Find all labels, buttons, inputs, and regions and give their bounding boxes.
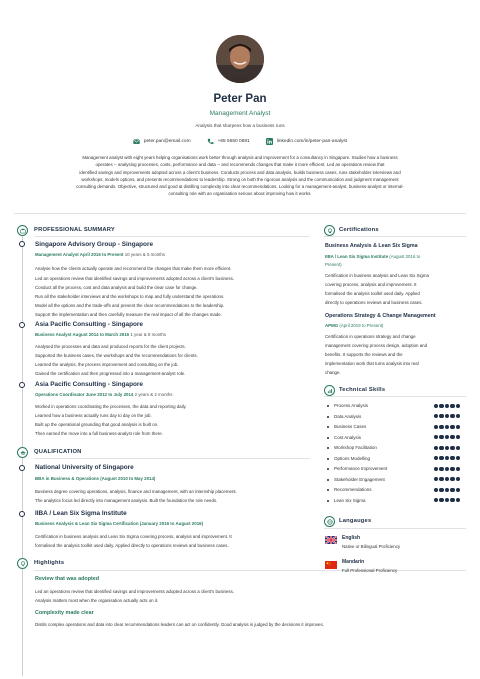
section-title-summary: PROFESSIONAL SUMMARY bbox=[34, 227, 115, 233]
certification-line: benefits. It supports the reviews and the bbox=[325, 352, 403, 357]
contact-linkedin[interactable] bbox=[266, 138, 347, 145]
highlight-title: Complexity made clear bbox=[35, 610, 94, 616]
skill-level-pip bbox=[434, 477, 438, 481]
skill-row bbox=[326, 456, 464, 464]
skill-level-pip bbox=[456, 435, 460, 439]
globe-icon bbox=[324, 516, 335, 527]
section-title-languages: Langauges bbox=[339, 518, 372, 524]
skill-level-pip bbox=[439, 404, 443, 408]
divider bbox=[34, 458, 310, 459]
skill-level-pip bbox=[456, 446, 460, 450]
linkedin-text: linkedin.com/in/peter-pan-analyst bbox=[276, 139, 348, 144]
email-icon bbox=[133, 138, 140, 145]
skill-level-pip bbox=[445, 404, 449, 408]
skill-level-pip bbox=[445, 498, 449, 502]
skill-level-pip bbox=[456, 488, 460, 492]
bullet-icon bbox=[327, 416, 329, 418]
tagline: Analysis that sharpens how a business runs bbox=[195, 123, 285, 128]
skill-name: Performance Improvement bbox=[334, 466, 388, 471]
skill-name: Process Analysis bbox=[334, 403, 369, 408]
skill-level-pip bbox=[445, 425, 449, 429]
skill-name: Cost Analysis bbox=[334, 434, 362, 440]
skill-name: Stakeholder Engagement bbox=[334, 476, 385, 482]
skill-name: Recommendations bbox=[334, 487, 372, 492]
skill-level-pip bbox=[439, 425, 443, 429]
certification-line: formalised the analysis toolkit used daily. Applied bbox=[325, 291, 420, 296]
skill-name: Business Cases bbox=[334, 424, 367, 429]
experience-line: Then earned the move into a full business-analyst role from there. bbox=[35, 431, 163, 436]
divider bbox=[34, 570, 466, 571]
certificate-icon bbox=[324, 225, 335, 236]
skill-level-pip bbox=[456, 477, 460, 481]
certification-line: change. bbox=[325, 370, 341, 375]
experience-line: Built up the operational grounding that good analysis is built on. bbox=[35, 422, 159, 427]
experience-line: Conduct all the process, cost and data analysis and build the clear case for change. bbox=[35, 285, 198, 290]
certification-line: directly to operations reviews and business cases. bbox=[325, 300, 423, 305]
qualification-degree: Business Analysis & Lean Six Sigma Certification (January 2016 to August 2016) bbox=[35, 521, 204, 526]
lightbulb-icon bbox=[17, 558, 28, 569]
experience-role: Management Analyst April 2016 to Present 10 years & 5 months bbox=[35, 252, 166, 257]
phone-text: +65 5550 0691 bbox=[217, 139, 250, 144]
divider bbox=[14, 213, 466, 214]
skill-level bbox=[434, 477, 460, 481]
skill-level-pip bbox=[450, 477, 454, 481]
experience-line: Analysed the processes and data and produced reports for the client projects. bbox=[35, 344, 186, 349]
experience-line: Supported the business cases, the workshops and the recommendations for clients. bbox=[35, 353, 198, 358]
qualification-degree: BBA in Business & Operations (August 2010 to May 2014) bbox=[35, 476, 156, 481]
language-level: Full Professional Proficiency bbox=[342, 568, 398, 573]
timeline-dot bbox=[19, 511, 25, 517]
chart-icon bbox=[324, 385, 335, 396]
skill-level-pip bbox=[450, 435, 454, 439]
skill-level-pip bbox=[439, 446, 443, 450]
skill-level bbox=[434, 414, 460, 418]
summary-line: consulting demands. Objective, structured and good at distilling complexity into clear recommendations. Looking for a management-analyst, business-analyst or internal- bbox=[76, 184, 404, 190]
skill-row bbox=[326, 403, 464, 411]
qualification-line: Business degree covering operations, analysis, finance and management, with an internship placement. bbox=[35, 489, 237, 494]
skill-level bbox=[434, 456, 460, 460]
highlight-line: Distils complex operations and data into clear recommendations leaders can act on confidently. Good analysis is judged by the decisions it improves. bbox=[35, 622, 324, 627]
timeline-dot bbox=[19, 322, 25, 328]
section-title-skills: Technical Skills bbox=[339, 387, 386, 393]
timeline-dot bbox=[19, 241, 25, 247]
qualification-line: The analytics focus led directly into management analysis. Built the foundation the role needs. bbox=[35, 498, 218, 503]
experience-line: Led an operations review that identified savings and improvements adopted across a client's business. bbox=[35, 276, 235, 281]
skill-level-pip bbox=[434, 467, 438, 471]
certification-line: management covering process design, adoption and bbox=[325, 343, 428, 348]
summary-line: identified savings and improvements adopted across a client's business. Conducts process and data analysis, builds business cases, runs stakeholder interviews and bbox=[79, 169, 401, 175]
highlight-line: Led an operations review that identified savings and improvements adopted across a client's business. bbox=[35, 589, 235, 594]
qualification-line: formalised the analysis toolkit used daily. Applied directly to operations reviews and business cases. bbox=[35, 543, 229, 548]
skill-level-pip bbox=[445, 467, 449, 471]
qualification-school: National University of Singapore bbox=[35, 464, 134, 471]
candidate-title: Management Analyst bbox=[209, 110, 271, 117]
skill-level-pip bbox=[445, 488, 449, 492]
experience-role: Operations Coordinator June 2012 to July 2014 2 years & 2 months bbox=[35, 392, 173, 397]
bullet-icon bbox=[327, 447, 329, 449]
skill-level-pip bbox=[434, 456, 438, 460]
skill-level-pip bbox=[456, 425, 460, 429]
bullet-icon bbox=[327, 479, 329, 481]
skill-name: Lean Six Sigma bbox=[334, 497, 366, 503]
skill-level-pip bbox=[434, 435, 438, 439]
contact-phone[interactable] bbox=[207, 138, 250, 145]
skill-level-pip bbox=[434, 414, 438, 418]
skill-level-pip bbox=[439, 456, 443, 460]
skill-row bbox=[326, 414, 464, 422]
skill-row bbox=[326, 477, 464, 485]
language-name: Mandarin bbox=[342, 559, 365, 565]
skill-level-pip bbox=[450, 488, 454, 492]
skill-level-pip bbox=[439, 498, 443, 502]
skill-level-pip bbox=[445, 456, 449, 460]
skill-row bbox=[326, 424, 464, 432]
profile-photo bbox=[216, 35, 264, 83]
divider bbox=[324, 528, 466, 529]
bullet-icon bbox=[327, 458, 329, 460]
certification-issuer: APMG (April 2019 to Present) bbox=[325, 323, 384, 328]
certification-issuer: IIBA / Lean Six Sigma Institute (August 2016 to bbox=[325, 254, 421, 259]
timeline-dot bbox=[19, 465, 25, 471]
skill-level-pip bbox=[456, 404, 460, 408]
section-title-certifications: Certifications bbox=[339, 227, 379, 233]
bullet-icon bbox=[327, 468, 329, 470]
skill-level-pip bbox=[445, 477, 449, 481]
phone-icon bbox=[207, 138, 214, 145]
experience-role: Business Analyst August 2014 to March 2016 1 year & 8 months bbox=[35, 332, 166, 337]
skill-level-pip bbox=[434, 404, 438, 408]
summary-line: operates -- analysing processes, costs, performance and data -- and recommends changes that make it more efficient. Led an operations review that bbox=[95, 162, 385, 168]
skill-row bbox=[326, 445, 464, 453]
qualification-line: Certification in business analysis and Lean Six Sigma covering process, analysis and improvement. It bbox=[35, 534, 232, 539]
skill-level bbox=[434, 488, 460, 492]
skill-level-pip bbox=[456, 456, 460, 460]
skill-level bbox=[434, 404, 460, 408]
skill-level-pip bbox=[456, 467, 460, 471]
section-title-highlights: Highlights bbox=[34, 560, 65, 566]
skill-row bbox=[326, 466, 464, 474]
skill-level-pip bbox=[450, 498, 454, 502]
bullet-icon bbox=[327, 489, 329, 491]
bullet-icon bbox=[327, 405, 329, 407]
skill-level bbox=[434, 498, 460, 502]
certification-dates: Present) bbox=[325, 262, 342, 267]
skill-level bbox=[434, 435, 460, 439]
experience-line: Gained the certification and then progressed into a management-analyst role. bbox=[35, 371, 186, 376]
divider bbox=[34, 236, 310, 237]
skill-level-pip bbox=[434, 425, 438, 429]
skill-level bbox=[434, 467, 460, 471]
highlight-title: Review that was adopted bbox=[35, 576, 100, 582]
experience-line: Analyse how the clients actually operate and recommend the changes that make them more efficient. bbox=[35, 266, 232, 271]
skill-level-pip bbox=[439, 467, 443, 471]
language-name: English bbox=[342, 535, 361, 541]
linkedin-icon bbox=[266, 138, 273, 145]
skill-level-pip bbox=[450, 446, 454, 450]
contact-email[interactable] bbox=[133, 138, 191, 145]
contact-bar bbox=[0, 138, 480, 145]
experience-line: Worked in operations coordinating the processes, the data and reporting daily. bbox=[35, 404, 187, 409]
certification-line: implementation work that turns analysis into real bbox=[325, 361, 419, 366]
skill-level-pip bbox=[439, 477, 443, 481]
skill-name: Data Analysis bbox=[334, 413, 362, 419]
skill-level-pip bbox=[445, 414, 449, 418]
skill-name: Options Modelling bbox=[334, 455, 371, 461]
summary-line: consulting role with an organisation serious about improving how it works. bbox=[168, 191, 312, 197]
language-level: Native or Bilingual Proficiency bbox=[342, 544, 401, 549]
section-title-qualification: QUALIFICATION bbox=[34, 449, 82, 455]
experience-company: Asia Pacific Consulting - Singapore bbox=[35, 321, 143, 328]
skill-level bbox=[434, 425, 460, 429]
uk-flag-icon bbox=[325, 536, 337, 544]
skill-level-pip bbox=[439, 414, 443, 418]
certification-line: Certification in operations strategy and change bbox=[325, 334, 416, 339]
skill-level-pip bbox=[450, 467, 454, 471]
bullet-icon bbox=[327, 426, 329, 428]
certification-line: covering process, analysis and improvement. It bbox=[325, 282, 417, 287]
certification-title: Operations Strategy & Change Management bbox=[325, 313, 436, 319]
skill-level-pip bbox=[450, 456, 454, 460]
summary-line: Management analyst with eight years helping organisations work better through analysis and improvement for a consultancy in Singapore. Studies how a business bbox=[82, 155, 398, 160]
skill-level-pip bbox=[439, 488, 443, 492]
skill-level-pip bbox=[450, 425, 454, 429]
bullet-icon bbox=[327, 500, 329, 502]
highlight-line: Analysis matters most when the organisation actually acts on it. bbox=[35, 598, 159, 603]
skill-level-pip bbox=[450, 404, 454, 408]
skill-row bbox=[326, 498, 464, 506]
skill-level-pip bbox=[439, 435, 443, 439]
skill-level-pip bbox=[456, 414, 460, 418]
briefcase-icon bbox=[17, 225, 28, 236]
skill-level bbox=[434, 446, 460, 450]
china-flag-icon bbox=[325, 561, 337, 569]
qualification-school: IIBA / Lean Six Sigma Institute bbox=[35, 510, 127, 517]
experience-company: Asia Pacific Consulting - Singapore bbox=[35, 381, 143, 388]
skill-name: Workshop Facilitation bbox=[334, 445, 377, 450]
skill-level-pip bbox=[450, 414, 454, 418]
skill-row bbox=[326, 487, 464, 495]
experience-line: Support the implementation and then carefully measure the real impact of all the changes made. bbox=[35, 312, 222, 317]
experience-line: Learned the analysis, the process improvement and consulting on the job. bbox=[35, 362, 179, 367]
skill-level-pip bbox=[434, 498, 438, 502]
skill-row bbox=[326, 435, 464, 443]
divider bbox=[324, 236, 466, 237]
summary-line: workshops, models options, and presents recommendations to leadership. Strong on both the rigorous analysis and the communication and judgment management bbox=[81, 176, 399, 182]
timeline-dot bbox=[19, 382, 25, 388]
candidate-name: Peter Pan bbox=[213, 93, 267, 105]
skill-level-pip bbox=[456, 498, 460, 502]
certification-title: Business Analysis & Lean Six Sigma bbox=[325, 243, 418, 249]
certification-line: Certification in business analysis and Lean Six Sigma bbox=[325, 273, 429, 278]
experience-line: Run all the stakeholder interviews and the workshops to map and fully understand the operations. bbox=[35, 294, 225, 299]
email-text: peter.pan@email.com bbox=[143, 139, 191, 144]
graduation-cap-icon bbox=[17, 447, 28, 458]
experience-line: Learned how a business actually runs day to day on the job. bbox=[35, 413, 152, 418]
experience-line: Model all the options and the trade-offs and present the clear recommendations to the leadership. bbox=[35, 303, 225, 308]
bullet-icon bbox=[327, 437, 329, 439]
skill-level-pip bbox=[445, 435, 449, 439]
skill-level-pip bbox=[434, 446, 438, 450]
skill-level-pip bbox=[445, 446, 449, 450]
skill-level-pip bbox=[434, 488, 438, 492]
summary-paragraph bbox=[30, 154, 450, 198]
divider bbox=[324, 396, 466, 397]
experience-company: Singapore Advisory Group - Singapore bbox=[35, 241, 154, 248]
